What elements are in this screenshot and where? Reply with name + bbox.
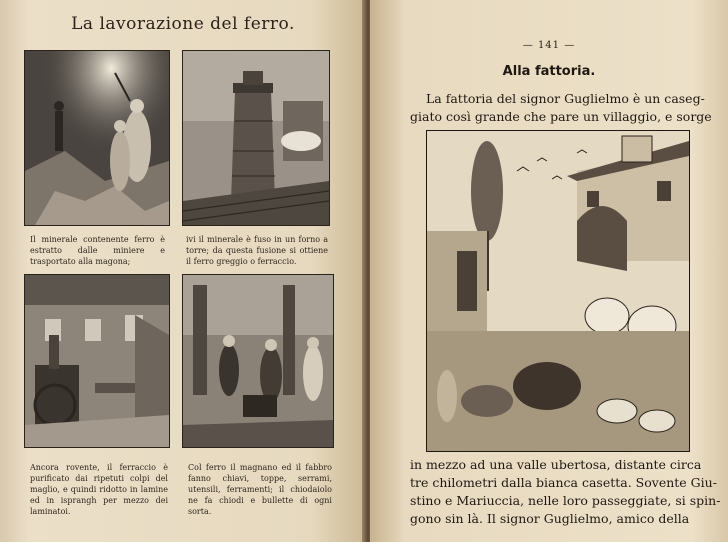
- body-line: La fattoria del signor Guglielmo è un caseg-: [426, 91, 705, 106]
- plate-mine-illustration: [24, 50, 170, 226]
- left-page-title: La lavorazione del ferro.: [71, 14, 295, 34]
- chapter-title: Alla fattoria.: [502, 64, 596, 79]
- farm-illustration: [426, 130, 690, 452]
- plate-mine-caption: Il minerale contenente ferro è estratto dalle miniere e trasportato alla magona;: [30, 235, 165, 266]
- plate-furnace-illustration: [182, 50, 330, 226]
- plate-forge-hammer-caption: Ancora rovente, il ferraccio è purificato dai ripetuti colpi del maglio, e quindi ridotto in lamine ed in isprangh per mezzo dei laminatoi.: [30, 463, 168, 516]
- body-line: gono sin là. Il signor Guglielmo, amico della: [410, 511, 690, 526]
- body-line: in mezzo ad una valle ubertosa, distante circa: [410, 457, 702, 472]
- plate-blacksmith-caption: Col ferro il magnano ed il fabbro fanno chiavi, toppe, serrami, utensili, ferramenti; il chiodaiolo ne fa chiodi e bullette di ogni sorta.: [188, 463, 332, 516]
- plate-forge-hammer-illustration: [24, 274, 170, 448]
- page-number: — 141 —: [522, 40, 576, 51]
- body-line: tre chilometri dalla bianca casetta. Sovente Giu-: [410, 475, 717, 490]
- right-page: [370, 0, 728, 542]
- body-line: giato così grande che pare un villaggio, e sorge: [410, 109, 712, 124]
- body-line: stino e Mariuccia, nelle loro passeggiate, si spin-: [410, 493, 721, 508]
- plate-blacksmith-illustration: [182, 274, 334, 448]
- plate-furnace-caption: ivi il minerale è fuso in un forno a torre; da questa fusione si ottiene il ferro greggio o ferraccio.: [186, 235, 328, 266]
